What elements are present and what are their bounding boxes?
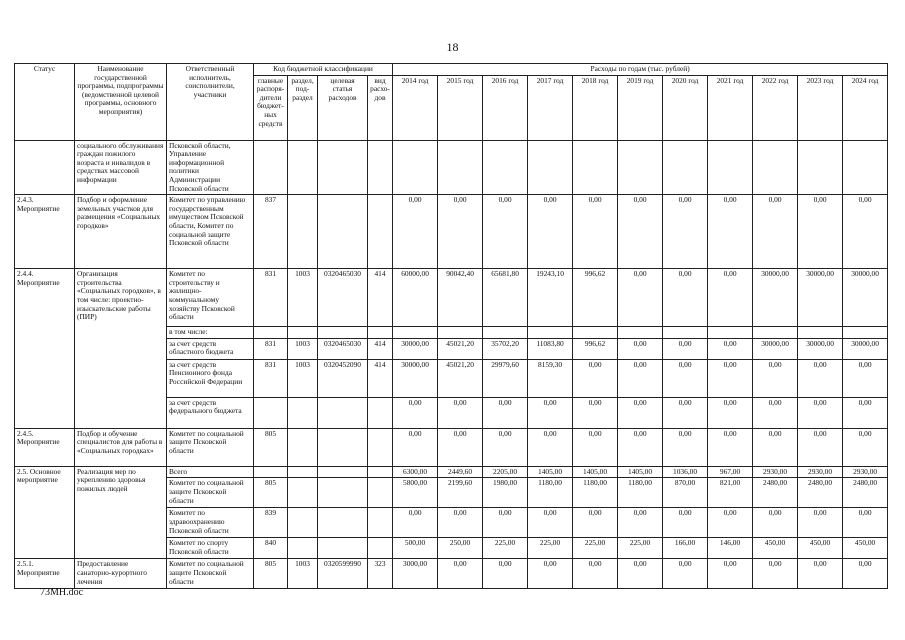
value-cell: 1036,00: [663, 466, 708, 478]
vr-cell: 414: [368, 359, 393, 397]
header-year: 2017 год: [528, 75, 573, 140]
value-cell: 0,00: [753, 559, 798, 589]
value-cell: 1405,00: [573, 466, 618, 478]
value-cell: [438, 327, 483, 339]
value-cell: 0,00: [438, 195, 483, 269]
csr-cell: [318, 428, 368, 466]
value-cell: 0,00: [663, 508, 708, 538]
value-cell: 225,00: [483, 538, 528, 559]
value-cell: 0,00: [618, 359, 663, 397]
csr-cell: 0320452090: [318, 359, 368, 397]
footer-filename: 73МН.doc: [40, 587, 84, 598]
value-cell: 30000,00: [753, 269, 798, 327]
status-cell: [15, 140, 75, 195]
value-cell: 166,00: [663, 538, 708, 559]
table-row: [15, 559, 888, 589]
value-cell: 225,00: [618, 538, 663, 559]
value-cell: 450,00: [798, 538, 843, 559]
value-cell: [708, 140, 753, 195]
value-cell: 0,00: [663, 359, 708, 397]
rzpr-cell: [288, 466, 318, 478]
rzpr-cell: [288, 327, 318, 339]
value-cell: 5800,00: [393, 478, 438, 508]
value-cell: 0,00: [843, 428, 888, 466]
vr-cell: 414: [368, 269, 393, 327]
value-cell: 0,00: [438, 559, 483, 589]
value-cell: 1405,00: [528, 466, 573, 478]
rzpr-cell: [288, 397, 318, 428]
value-cell: 45021,20: [438, 338, 483, 359]
value-cell: 0,00: [483, 195, 528, 269]
value-cell: 0,00: [618, 338, 663, 359]
executor-cell: за счет средств федерального бюджета: [167, 397, 254, 428]
value-cell: 0,00: [438, 397, 483, 428]
csr-cell: [318, 508, 368, 538]
grbs-cell: [254, 466, 288, 478]
value-cell: 0,00: [663, 195, 708, 269]
grbs-cell: 805: [254, 478, 288, 508]
value-cell: 1180,00: [528, 478, 573, 508]
table-row: [15, 428, 888, 466]
executor-cell: за счет средств Пенсионного фонда Российской Федерации: [167, 359, 254, 397]
vr-cell: 323: [368, 559, 393, 589]
value-cell: 3000,00: [393, 559, 438, 589]
value-cell: 11083,80: [528, 338, 573, 359]
grbs-cell: [254, 397, 288, 428]
vr-cell: [368, 466, 393, 478]
value-cell: 2199,60: [438, 478, 483, 508]
csr-cell: 0320465030: [318, 338, 368, 359]
vr-cell: [368, 428, 393, 466]
value-cell: 996,62: [573, 338, 618, 359]
status-cell: 2.5. Основное мероприятие: [15, 466, 75, 559]
value-cell: 45021,20: [438, 359, 483, 397]
table-row: [15, 195, 888, 269]
value-cell: 2480,00: [798, 478, 843, 508]
status-cell: 2.4.4. Мероприятие: [15, 269, 75, 429]
header-year: 2020 год: [663, 75, 708, 140]
value-cell: 0,00: [798, 195, 843, 269]
value-cell: 2449,60: [438, 466, 483, 478]
value-cell: 0,00: [528, 508, 573, 538]
value-cell: 0,00: [798, 359, 843, 397]
value-cell: [798, 140, 843, 195]
value-cell: 2480,00: [753, 478, 798, 508]
value-cell: 1180,00: [618, 478, 663, 508]
value-cell: 0,00: [798, 397, 843, 428]
value-cell: 0,00: [618, 195, 663, 269]
value-cell: 0,00: [663, 338, 708, 359]
header-year: 2015 год: [438, 75, 483, 140]
value-cell: 0,00: [618, 428, 663, 466]
value-cell: 30000,00: [393, 338, 438, 359]
name-cell: Организация строительства «Социальных городков», в том числе: проектно-изыскательские работы (ПИР): [75, 269, 167, 429]
value-cell: 30000,00: [393, 359, 438, 397]
value-cell: 0,00: [393, 195, 438, 269]
csr-cell: [318, 478, 368, 508]
value-cell: 870,00: [663, 478, 708, 508]
grbs-cell: [254, 140, 288, 195]
value-cell: 0,00: [843, 559, 888, 589]
value-cell: 0,00: [663, 269, 708, 327]
value-cell: 0,00: [393, 508, 438, 538]
value-cell: 500,00: [393, 538, 438, 559]
table-row: [15, 140, 888, 195]
rzpr-cell: [288, 478, 318, 508]
header-status: Статус: [15, 64, 75, 141]
rzpr-cell: [288, 538, 318, 559]
table-row: [15, 269, 888, 327]
vr-cell: [368, 195, 393, 269]
value-cell: [438, 140, 483, 195]
csr-cell: [318, 140, 368, 195]
value-cell: 0,00: [663, 559, 708, 589]
executor-cell: в том числе:: [167, 327, 254, 339]
value-cell: 0,00: [753, 359, 798, 397]
value-cell: 0,00: [708, 359, 753, 397]
value-cell: 0,00: [708, 508, 753, 538]
value-cell: [528, 327, 573, 339]
value-cell: [393, 327, 438, 339]
value-cell: 0,00: [528, 559, 573, 589]
value-cell: 29979,60: [483, 359, 528, 397]
executor-cell: Комитет по социальной защите Псковской области: [167, 559, 254, 589]
value-cell: [618, 140, 663, 195]
value-cell: [483, 327, 528, 339]
executor-cell: Комитет по спорту Псковской области: [167, 538, 254, 559]
value-cell: 250,00: [438, 538, 483, 559]
name-cell: Подбор и оформление земельных участков для размещения «Социальных городков»: [75, 195, 167, 269]
value-cell: 30000,00: [798, 338, 843, 359]
value-cell: 0,00: [618, 508, 663, 538]
executor-cell: Комитет по социальной защите Псковской области: [167, 478, 254, 508]
value-cell: 0,00: [618, 269, 663, 327]
value-cell: 0,00: [573, 428, 618, 466]
value-cell: 821,00: [708, 478, 753, 508]
value-cell: 0,00: [843, 359, 888, 397]
executor-cell: Комитет по социальной защите Псковской области: [167, 428, 254, 466]
value-cell: 0,00: [618, 559, 663, 589]
value-cell: 2480,00: [843, 478, 888, 508]
executor-cell: Комитет по управлению государственным имуществом Псковской области, Комитет по социальной защите Псковской области: [167, 195, 254, 269]
value-cell: 0,00: [708, 195, 753, 269]
rzpr-cell: 1003: [288, 359, 318, 397]
status-cell: 2.4.5. Мероприятие: [15, 428, 75, 466]
value-cell: 0,00: [798, 428, 843, 466]
value-cell: [753, 327, 798, 339]
header-expenses: Расходы по годам (тыс. рублей): [393, 64, 888, 76]
vr-cell: 414: [368, 338, 393, 359]
grbs-cell: 831: [254, 359, 288, 397]
value-cell: 0,00: [843, 195, 888, 269]
rzpr-cell: 1003: [288, 338, 318, 359]
csr-cell: [318, 195, 368, 269]
value-cell: 0,00: [663, 397, 708, 428]
rzpr-cell: [288, 195, 318, 269]
status-cell: 2.5.1. Мероприятие: [15, 559, 75, 589]
grbs-cell: 839: [254, 508, 288, 538]
vr-cell: [368, 478, 393, 508]
executor-cell: Всего: [167, 466, 254, 478]
header-executor: Ответственный исполнитель, соисполнители, участники: [167, 64, 254, 141]
value-cell: 30000,00: [843, 269, 888, 327]
value-cell: 146,00: [708, 538, 753, 559]
value-cell: 0,00: [753, 428, 798, 466]
grbs-cell: 805: [254, 428, 288, 466]
value-cell: 65681,80: [483, 269, 528, 327]
value-cell: 0,00: [753, 195, 798, 269]
value-cell: [528, 140, 573, 195]
value-cell: 2205,00: [483, 466, 528, 478]
value-cell: 225,00: [528, 538, 573, 559]
status-cell: 2.4.3. Мероприятие: [15, 195, 75, 269]
value-cell: 0,00: [753, 397, 798, 428]
table-row: [15, 466, 888, 478]
value-cell: 450,00: [753, 538, 798, 559]
csr-cell: 0320465030: [318, 269, 368, 327]
value-cell: 0,00: [528, 195, 573, 269]
value-cell: [573, 327, 618, 339]
grbs-cell: [254, 327, 288, 339]
header-name: Наименование государственной программы, подпрограммы (ведомственной целевой программы, основного мероприятия): [75, 64, 167, 141]
grbs-cell: 840: [254, 538, 288, 559]
value-cell: 0,00: [483, 397, 528, 428]
header-year: 2023 год: [798, 75, 843, 140]
grbs-cell: 831: [254, 338, 288, 359]
grbs-cell: 837: [254, 195, 288, 269]
value-cell: [708, 327, 753, 339]
value-cell: 967,00: [708, 466, 753, 478]
value-cell: 60000,00: [393, 269, 438, 327]
value-cell: 0,00: [708, 428, 753, 466]
value-cell: 225,00: [573, 538, 618, 559]
value-cell: 0,00: [843, 397, 888, 428]
header-vr: вид расхо-дов: [368, 75, 393, 140]
header-rzpr: раздел, под-раздел: [288, 75, 318, 140]
value-cell: 0,00: [573, 508, 618, 538]
value-cell: [618, 327, 663, 339]
value-cell: 19243,10: [528, 269, 573, 327]
value-cell: 30000,00: [753, 338, 798, 359]
value-cell: [663, 327, 708, 339]
csr-cell: [318, 397, 368, 428]
value-cell: [843, 140, 888, 195]
rzpr-cell: [288, 508, 318, 538]
value-cell: 0,00: [528, 428, 573, 466]
header-year: 2018 год: [573, 75, 618, 140]
value-cell: 1180,00: [573, 478, 618, 508]
value-cell: 8159,30: [528, 359, 573, 397]
value-cell: [663, 140, 708, 195]
value-cell: 0,00: [798, 559, 843, 589]
rzpr-cell: [288, 428, 318, 466]
value-cell: 0,00: [483, 508, 528, 538]
value-cell: 2930,00: [843, 466, 888, 478]
value-cell: 0,00: [573, 359, 618, 397]
header-year: 2022 год: [753, 75, 798, 140]
header-budget-code: Код бюджетной классификации: [254, 64, 393, 76]
csr-cell: [318, 327, 368, 339]
value-cell: 0,00: [843, 508, 888, 538]
vr-cell: [368, 140, 393, 195]
page-number: 18: [446, 40, 459, 54]
value-cell: [393, 140, 438, 195]
vr-cell: [368, 327, 393, 339]
executor-cell: Комитет по здравоохранению Псковской области: [167, 508, 254, 538]
value-cell: 0,00: [438, 508, 483, 538]
value-cell: 0,00: [483, 559, 528, 589]
vr-cell: [368, 538, 393, 559]
rzpr-cell: 1003: [288, 269, 318, 327]
value-cell: 2930,00: [753, 466, 798, 478]
header-year: 2024 год: [843, 75, 888, 140]
value-cell: 996,62: [573, 269, 618, 327]
value-cell: 30000,00: [843, 338, 888, 359]
header-grbs: главные распоря-дители бюджет-ных средств: [254, 75, 288, 140]
value-cell: 35702,20: [483, 338, 528, 359]
value-cell: 0,00: [708, 338, 753, 359]
name-cell: социального обслуживания граждан пожилого возраста и инвалидов в средствах массовой информации: [75, 140, 167, 195]
value-cell: 0,00: [438, 428, 483, 466]
header-year: 2014 год: [393, 75, 438, 140]
executor-cell: Комитет по строительству и жилищно-коммунальному хозяйству Псковской области: [167, 269, 254, 327]
value-cell: 0,00: [708, 269, 753, 327]
value-cell: 90042,40: [438, 269, 483, 327]
rzpr-cell: 1003: [288, 559, 318, 589]
name-cell: Предоставление санаторно-курортного лечения: [75, 559, 167, 589]
value-cell: 0,00: [708, 397, 753, 428]
grbs-cell: 805: [254, 559, 288, 589]
value-cell: 0,00: [798, 508, 843, 538]
executor-cell: за счет средств областного бюджета: [167, 338, 254, 359]
value-cell: 0,00: [393, 428, 438, 466]
vr-cell: [368, 508, 393, 538]
grbs-cell: 831: [254, 269, 288, 327]
header-csr: целевая статья расходов: [318, 75, 368, 140]
header-year: 2019 год: [618, 75, 663, 140]
csr-cell: [318, 538, 368, 559]
value-cell: 0,00: [753, 508, 798, 538]
value-cell: 6300,00: [393, 466, 438, 478]
value-cell: 1405,00: [618, 466, 663, 478]
value-cell: [843, 327, 888, 339]
value-cell: 0,00: [573, 397, 618, 428]
value-cell: [573, 140, 618, 195]
value-cell: 0,00: [663, 428, 708, 466]
value-cell: 0,00: [573, 195, 618, 269]
name-cell: Реализация мер по укреплению здоровья пожилых людей: [75, 466, 167, 559]
value-cell: [753, 140, 798, 195]
executor-cell: Псковской области, Управление информационной политики Администрации Псковской области: [167, 140, 254, 195]
value-cell: 0,00: [708, 559, 753, 589]
value-cell: 30000,00: [798, 269, 843, 327]
value-cell: 0,00: [393, 397, 438, 428]
value-cell: 0,00: [573, 559, 618, 589]
csr-cell: 0320599990: [318, 559, 368, 589]
value-cell: 450,00: [843, 538, 888, 559]
value-cell: [798, 327, 843, 339]
value-cell: 0,00: [483, 428, 528, 466]
vr-cell: [368, 397, 393, 428]
header-year: 2021 год: [708, 75, 753, 140]
header-year: 2016 год: [483, 75, 528, 140]
value-cell: 0,00: [618, 397, 663, 428]
csr-cell: [318, 466, 368, 478]
value-cell: 2930,00: [798, 466, 843, 478]
budget-table: [14, 63, 888, 589]
value-cell: 1980,00: [483, 478, 528, 508]
name-cell: Подбор и обучение специалистов для работы в «Социальных городках»: [75, 428, 167, 466]
value-cell: [483, 140, 528, 195]
value-cell: 0,00: [528, 397, 573, 428]
rzpr-cell: [288, 140, 318, 195]
